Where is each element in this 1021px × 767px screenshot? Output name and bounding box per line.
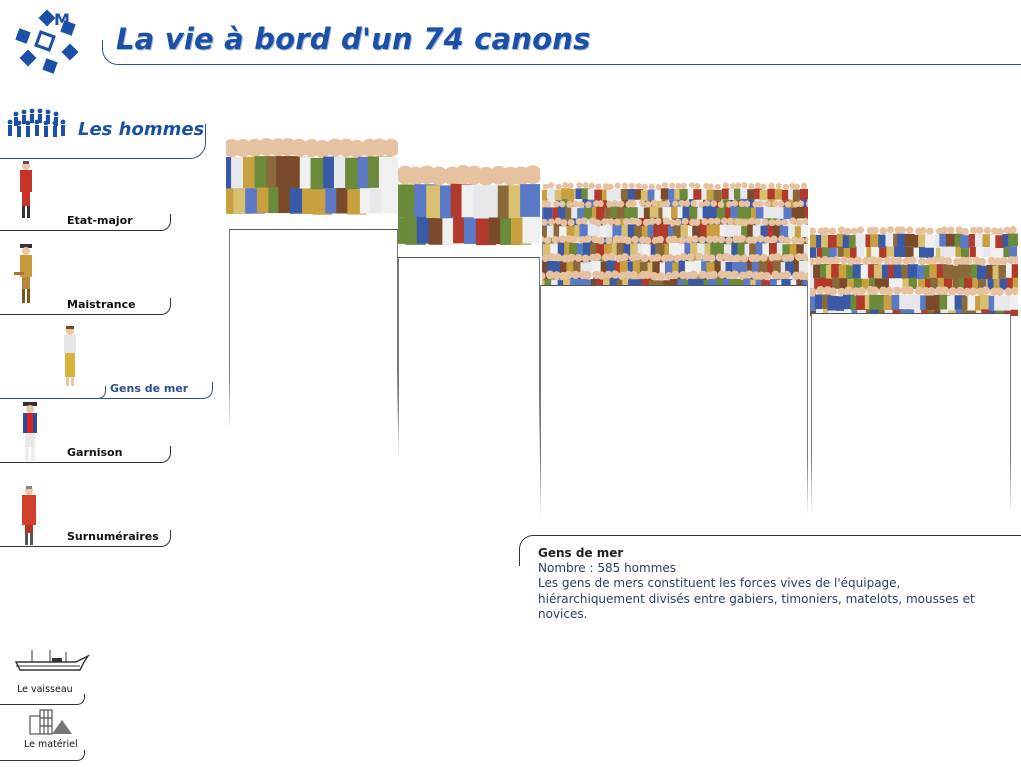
podium-etat-major[interactable] (229, 229, 398, 430)
nav-le-materiel[interactable] (0, 706, 86, 762)
svg-text:M: M (54, 10, 70, 29)
info-title: Gens de mer (538, 546, 624, 560)
podium-gens-de-mer[interactable] (540, 285, 808, 516)
sidebar-item-garnison[interactable] (0, 396, 172, 480)
nav-label: Le vaisseau (17, 684, 73, 695)
sidebar-item-label: Gens de mer (110, 382, 189, 395)
sidebar-item-label: Maistrance (67, 298, 136, 311)
sidebar-item-label: Surnuméraires (67, 530, 159, 543)
nav-le-vaisseau[interactable] (0, 648, 86, 704)
podium-maistrance[interactable] (398, 257, 540, 458)
info-description: Les gens de mers constituent les forces vives de l'équipage, hiérarchiquement divisés entre gabiers, timoniers, matelots, mousses et novices. (538, 576, 975, 621)
sidebar-item-label: Garnison (67, 446, 123, 459)
sidebar-item-surnumeraires[interactable] (0, 480, 172, 564)
sailors-crowd-icon[interactable] (542, 182, 808, 288)
sailor-figure-icon (58, 324, 82, 388)
podium-garnison[interactable] (811, 313, 1011, 514)
sidebar-item-maistrance[interactable] (0, 238, 172, 322)
info-count: Nombre : 585 hommes (538, 561, 677, 575)
petty-officer-figure-icon (14, 242, 38, 306)
nav-underline (0, 694, 85, 705)
sidebar-item-gens-de-mer[interactable] (0, 322, 214, 406)
page-title: La vie à bord d'un 74 canons (116, 22, 591, 56)
section-title: Les hommes (78, 119, 205, 140)
museum-star-logo-icon[interactable] (14, 8, 82, 76)
petty-officers-crowd-icon[interactable] (398, 165, 540, 259)
ship-icon (14, 648, 90, 676)
nav-label: Le matériel (24, 739, 78, 750)
nav-underline (0, 750, 85, 761)
equipment-crates-icon (28, 708, 74, 736)
officer-figure-icon (14, 158, 38, 222)
sidebar-item-label: Etat-major (67, 214, 133, 227)
garrison-crowd-icon[interactable] (810, 226, 1018, 316)
sidebar-item-etat-major[interactable] (0, 154, 172, 238)
officers-crowd-icon[interactable] (226, 138, 398, 230)
